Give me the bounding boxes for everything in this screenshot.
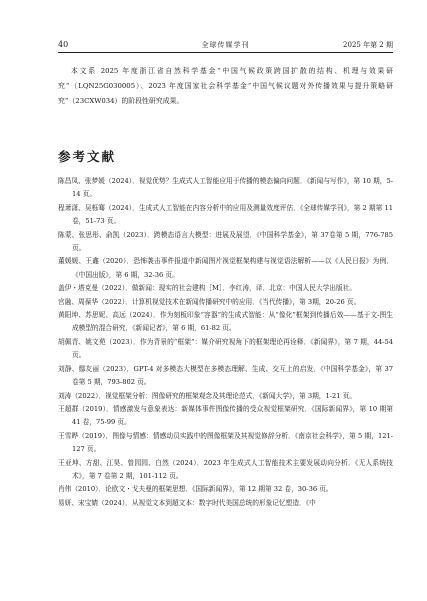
issue-label: 2025 年第 2 期 — [343, 41, 393, 49]
reference-item: 王亚坤、方甜、江昊、曾园园、白然（2024）．2023 年生成式人工智能技术主要发展动向分析．《无人系统技术》，第 7 卷第 2 期，101-112 页。 — [58, 458, 393, 480]
reference-item: 刘静、鄢友丽（2023）．GPT-4 对多模态大模型在多模态理解、生成、交互上的启发．《中国科学基金》，第 37 卷第 5 期，793-802 页。 — [58, 364, 393, 387]
reference-item: 刘涛（2022）．视觉框架分析：图像研究的框架观念及其理论范式．《新闻大学》，第 3期，1-21 页。 — [58, 391, 356, 400]
reference-item: 官融、周葆华（2022）．计算机视觉技术在新闻传播研究中的应用．《当代传播》，第 3期，20-26 页。 — [58, 297, 361, 306]
reference-item: 盖伊・塔克曼（2022）．做新闻：现实的社会建构［M］．李红涛，译．北京：中国人民大学出版社。 — [58, 284, 357, 293]
funding-note: 本文系 2025 年度浙江省自然科学基金“中国气候政策跨国扩散的结构、机理与效果研究”（LQN25G030005）、2023 年度国家社会科学基金“中国气候议题对外传播效果与提升策略研究”（23CXW034）的阶段性研究成果。 — [58, 67, 393, 105]
references-title: 参考文献 — [58, 149, 117, 164]
reference-item: 肖伟（2010）．论欧文・戈夫曼的框架思想．《国际新闻界》，第 12 期第 32 卷，30-36 页。 — [58, 485, 333, 494]
reference-item: 陈昌凤、张梦媛（2024）．视觉优势？生成式人工智能应用于传播的模态偏向问题．《新闻与写作》，第 10 期，5-14 页。 — [58, 177, 393, 199]
reference-item: 黄阳坤、苏思妮、高远（2024）．作为刻板印象“容器”的生成式智能：从“像化”框架到传播后效——基于文-图生成模型的混合研究．《新闻记者》，第 6 期，61-82 页。 — [58, 311, 393, 333]
reference-item: 王雪晔（2019）．图像与情感：情感动员实践中的图像框架及其视觉修辞分析．《南京社会科学》，第 5 期，121-127 页。 — [58, 431, 393, 454]
reference-item: 陈蒙、张思彤、俞凯（2023）．跨模态语言大模型：进展及展望．《中国科学基金》，第 37卷第 5 期，776-785 页。 — [58, 230, 393, 253]
reference-item: 易妍、宋宝婧（2024）．从视觉文本到超文本：数字时代美国总统的形象记忆塑造．《中 — [58, 498, 316, 507]
page-number: 40 — [58, 40, 69, 49]
reference-item: 胡佩青、姚文苑（2023）．作为背景的“框架”：媒介研究视角下的框架理论再诠释．《新闻界》，第 7 期，44-54 页。 — [58, 337, 393, 360]
running-header — [58, 38, 393, 53]
reference-item: 董媛媛、王鑫（2020）．恐怖袭击事件报道中新闻图片视觉框架构建与视觉语法解析——以《人民日报》为例．《中国出版》，第 6 期，32-36 页。 — [58, 257, 393, 279]
reference-item: 王超群（2019）．情感激发与意象表达：新媒体事件图像传播的受众视觉框架研究．《国际新闻界》，第 10 期第 41 卷，75-99 页。 — [58, 404, 393, 427]
reference-item: 程萧潇、吴栎骞（2024）．生成式人工智能在内容分析中的应用及测量效度评估．《全球传媒学刊》，第 2 期第 11 卷，51-73 页。 — [58, 203, 393, 226]
reference-list — [58, 175, 393, 510]
journal-name: 全球传媒学刊 — [201, 41, 250, 49]
